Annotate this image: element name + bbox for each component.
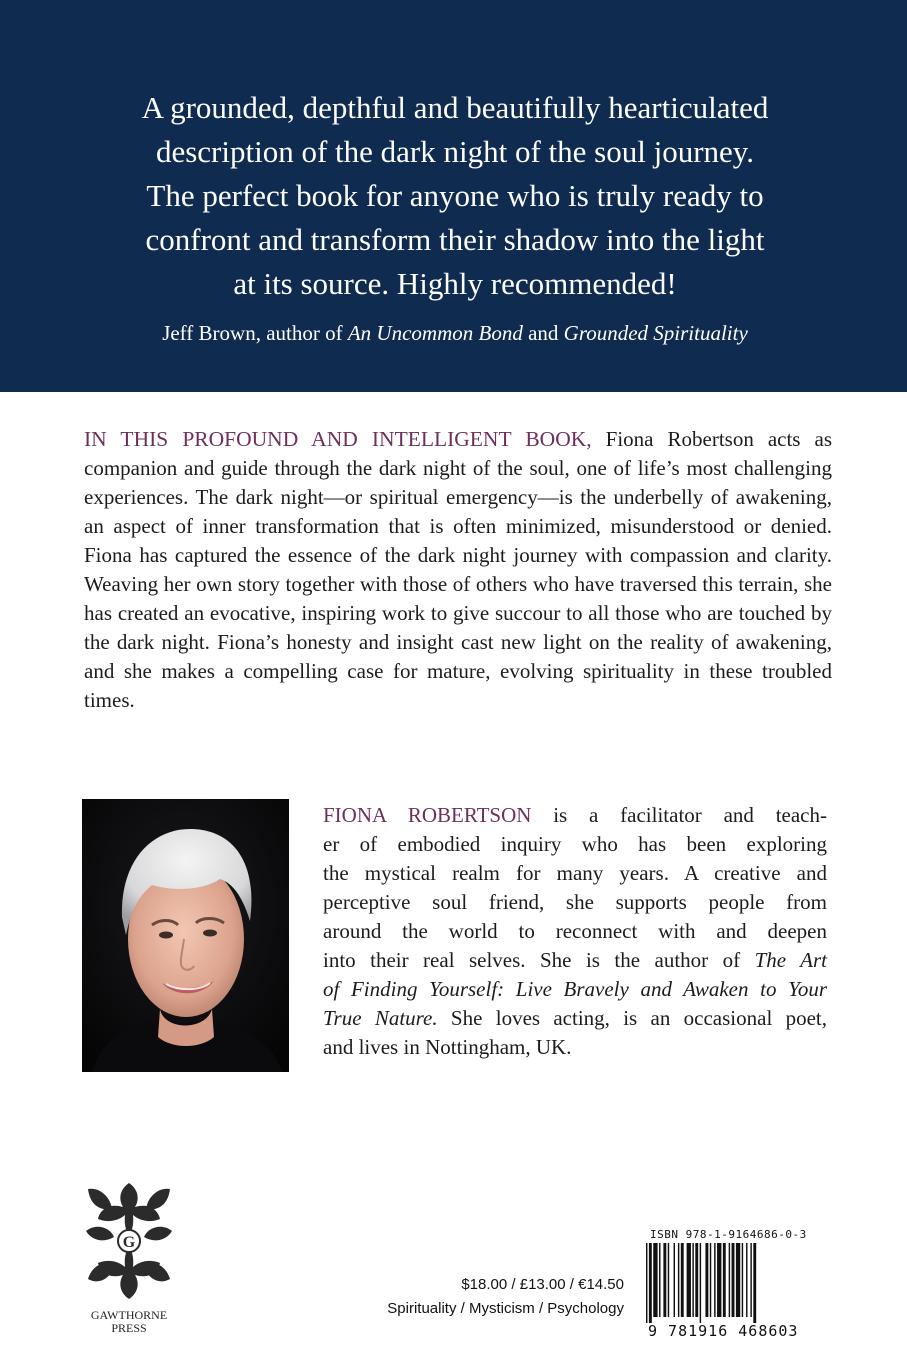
barcode-bar [674,1243,675,1317]
barcode-bar [668,1243,669,1317]
author-photo [82,799,289,1072]
barcode-bar [646,1243,647,1323]
quote-line: The perfect book for anyone who is truly ready to [146,178,764,213]
barcode-bar [663,1243,666,1317]
logo-letter: G [122,1234,136,1251]
attribution-book-one: An Uncommon Bond [347,321,523,345]
barcode-bar [746,1243,747,1317]
description-body: Fiona Robertson acts as companion and guide through the dark night of the soul, one of life’s most challenging experiences. The dark night—or spiritual emergency—is the underbelly of awakening, an aspect of inner transformation that is often minimized, misunderstood or denied. Fiona has captured the essence of the dark night journey with compassion and clarity. Weaving her own story together with those of others who have traversed this terrain, she has created an evocative, inspiring work to give succour to all those who are touched by the dark night. Fiona’s honesty and insight cast new light on the reality of awakening, and she makes a compelling case for mature, evolving spirituality in these troubled times. [84,427,832,712]
leaf-emblem-icon [80,1175,178,1310]
bio-text: into their real selves. She is the author of [323,948,755,972]
barcode-bar [678,1243,679,1317]
bio-book-title: The Art [754,948,827,972]
barcode-bar [717,1243,721,1317]
quote-line: A grounded, depthful and beautifully hearticulated [141,90,769,125]
publisher-name-sub: PRESS [111,1321,147,1335]
quote-line: description of the dark night of the soul journey. [155,134,755,169]
price-line: $18.00 / £13.00 / €14.50 [461,1276,624,1293]
description-lead: IN THIS PROFOUND AND INTELLIGENT BOOK, [84,427,592,451]
barcode-bar [753,1243,756,1323]
bio-line: perceptive soul friend, she supports people from [323,890,827,914]
barcode-bar [710,1243,711,1317]
attribution-book-two: Grounded Spirituality [563,321,748,345]
barcode-bars [640,1243,830,1323]
author-name: FIONA ROBERTSON [323,803,532,827]
barcode-bar [705,1243,708,1317]
barcode-bar [653,1243,657,1317]
bio-line [323,801,827,830]
publisher-name [72,1309,186,1335]
quote-line: at its source. Highly recommended! [233,266,677,301]
bio-book-title: of Finding Yourself: Live Bravely and Awaken to Your [323,977,827,1001]
category-line: Spirituality / Mysticism / Psychology [387,1300,624,1317]
barcode-bar [700,1243,701,1323]
attribution-conjunction: and [522,321,564,345]
bio-line: around the world to reconnect with and deepen [323,919,827,943]
barcode-bar [649,1243,652,1323]
bio-line: er of embodied inquiry who has been exploring [323,832,827,856]
bio-line [323,1004,827,1033]
barcode-bar [695,1243,698,1317]
barcode-bar [750,1243,751,1317]
author-portrait-image [82,799,289,1072]
bio-line [323,946,827,975]
barcode-bar [729,1243,730,1317]
bio-book-title: True Nature. [323,1006,438,1030]
bio-text: She loves acting, is an occasional poet, [437,1006,827,1030]
barcode-bar [687,1243,691,1317]
barcode-bar [692,1243,693,1317]
barcode-bar [714,1243,715,1317]
isbn-label: ISBN 978-1-9164686-0-3 [650,1228,807,1241]
bio-text: is a facilitator and teach- [531,803,827,827]
publisher-name-main: GAWTHORNE [90,1308,168,1322]
book-description [84,425,832,715]
testimonial-quote [60,86,850,306]
barcode-bar [736,1243,740,1317]
barcode-bar [681,1243,684,1317]
publisher-logo [80,1175,178,1310]
barcode-bar [723,1243,726,1317]
bio-line: the mystical realm for many years. A creative and [323,861,827,885]
attribution-prefix: Jeff Brown, author of [162,321,348,345]
barcode-bar [659,1243,660,1317]
barcode-bar [742,1243,743,1317]
quote-line: confront and transform their shadow into the light [145,222,765,257]
barcode-bar [732,1243,735,1317]
author-bio [323,801,827,1062]
bio-line: and lives in Nottingham, UK. [323,1035,572,1059]
testimonial-attribution [40,318,870,348]
barcode-digits: 9 781916 468603 [648,1322,799,1340]
